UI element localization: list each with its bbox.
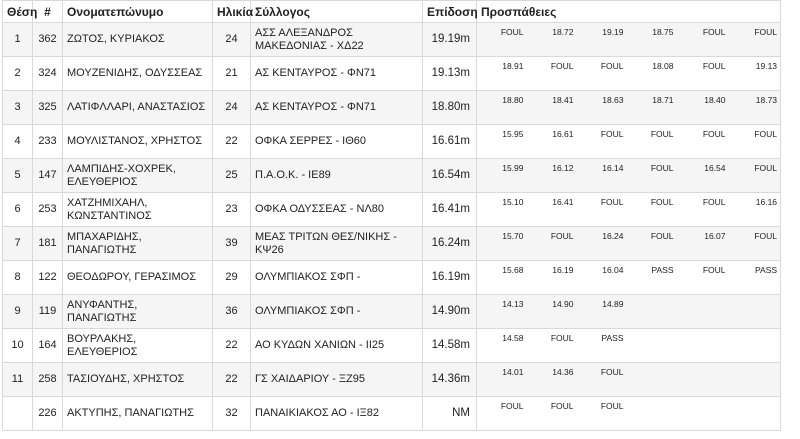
athlete-name-cell: ΛΑΜΠΙΔΗΣ-ΧΟΧΡΕΚ, ΕΛΕΥΘΕΡΙΟΣ bbox=[63, 159, 213, 193]
athlete-name-cell: ΑΚΤΥΠΗΣ, ΠΑΝΑΓΙΩΤΗΣ bbox=[63, 397, 213, 431]
athlete-name-cell: ΜΟΥΖΕΝΙΔΗΣ, ΟΔΥΣΣΕΑΣ bbox=[63, 57, 213, 91]
position-cell: 2 bbox=[3, 57, 33, 91]
club-cell: ΓΣ ΧΑΙΔΑΡΙΟΥ - ΞΖ95 bbox=[251, 363, 423, 397]
attempt-cell: FOUL bbox=[527, 57, 577, 91]
attempt-cell: 18.75 bbox=[627, 23, 677, 57]
table-row bbox=[3, 23, 781, 57]
athlete-name-cell: ΛΑΤΙΦΛΛΑΡΙ, ΑΝΑΣΤΑΣΙΟΣ bbox=[63, 91, 213, 125]
attempt-cell: 15.95 bbox=[477, 125, 527, 159]
attempt-cell: 14.89 bbox=[577, 295, 627, 329]
attempt-cell: FOUL bbox=[577, 363, 627, 397]
header-mark[interactable]: Επίδοση bbox=[423, 1, 477, 23]
attempt-cell: 16.12 bbox=[527, 159, 577, 193]
age-cell: 22 bbox=[213, 125, 251, 159]
bib-cell: 122 bbox=[33, 261, 63, 295]
club-cell: ΠΑΝΑΙΚΙΑΚΟΣ ΑΟ - ΙΞ82 bbox=[251, 397, 423, 431]
position-cell: 9 bbox=[3, 295, 33, 329]
mark-cell: 14.58m bbox=[423, 329, 477, 363]
position-cell: 5 bbox=[3, 159, 33, 193]
attempt-cell bbox=[729, 397, 781, 431]
position-cell: 6 bbox=[3, 193, 33, 227]
position-cell: 10 bbox=[3, 329, 33, 363]
attempt-cell bbox=[627, 295, 677, 329]
age-cell: 24 bbox=[213, 91, 251, 125]
bib-cell: 226 bbox=[33, 397, 63, 431]
attempt-cell: FOUL bbox=[577, 57, 627, 91]
attempt-cell: FOUL bbox=[577, 397, 627, 431]
attempt-cell: FOUL bbox=[729, 125, 781, 159]
attempt-cell: 18.41 bbox=[527, 91, 577, 125]
attempt-cell: 18.80 bbox=[477, 91, 527, 125]
club-cell: ΑΣ ΚΕΝΤΑΥΡΟΣ - ΦΝ71 bbox=[251, 57, 423, 91]
athlete-name-cell: ΒΟΥΡΛΑΚΗΣ, ΕΛΕΥΘΕΡΙΟΣ bbox=[63, 329, 213, 363]
mark-cell: 16.41m bbox=[423, 193, 477, 227]
club-cell: Π.Α.Ο.Κ. - ΙΕ89 bbox=[251, 159, 423, 193]
attempt-cell: FOUL bbox=[677, 57, 729, 91]
club-cell: ΟΦΚΑ ΟΔΥΣΣΕΑΣ - ΝΛ80 bbox=[251, 193, 423, 227]
mark-cell: 16.54m bbox=[423, 159, 477, 193]
bib-cell: 258 bbox=[33, 363, 63, 397]
club-cell: ΑΟ ΚΥΔΩΝ ΧΑΝΙΩΝ - ΙΙ25 bbox=[251, 329, 423, 363]
attempt-cell: FOUL bbox=[677, 23, 729, 57]
attempt-cell bbox=[729, 363, 781, 397]
attempt-cell bbox=[627, 329, 677, 363]
attempt-cell: FOUL bbox=[527, 227, 577, 261]
mark-cell: 14.90m bbox=[423, 295, 477, 329]
athlete-name-cell: ΧΑΤΖΗΜΙΧΑΗΛ, ΚΩΝΣΤΑΝΤΙΝΟΣ bbox=[63, 193, 213, 227]
attempt-cell: 18.71 bbox=[627, 91, 677, 125]
attempt-cell: FOUL bbox=[477, 23, 527, 57]
position-cell: 7 bbox=[3, 227, 33, 261]
table-row bbox=[3, 227, 781, 261]
age-cell: 21 bbox=[213, 57, 251, 91]
bib-cell: 164 bbox=[33, 329, 63, 363]
age-cell: 24 bbox=[213, 23, 251, 57]
attempt-cell: FOUL bbox=[627, 193, 677, 227]
club-cell: ΑΣ ΚΕΝΤΑΥΡΟΣ - ΦΝ71 bbox=[251, 91, 423, 125]
age-cell: 32 bbox=[213, 397, 251, 431]
attempt-cell: 16.19 bbox=[527, 261, 577, 295]
attempt-cell bbox=[729, 295, 781, 329]
attempt-cell: 18.91 bbox=[477, 57, 527, 91]
mark-cell: 19.13m bbox=[423, 57, 477, 91]
attempt-cell: 16.24 bbox=[577, 227, 627, 261]
table-row bbox=[3, 295, 781, 329]
attempt-cell: FOUL bbox=[577, 193, 627, 227]
attempt-cell: 14.58 bbox=[477, 329, 527, 363]
attempt-cell: 15.68 bbox=[477, 261, 527, 295]
attempt-cell: 14.01 bbox=[477, 363, 527, 397]
header-position[interactable]: Θέση bbox=[3, 1, 33, 23]
attempt-cell: FOUL bbox=[677, 261, 729, 295]
position-cell: 3 bbox=[3, 91, 33, 125]
bib-cell: 324 bbox=[33, 57, 63, 91]
attempt-cell: FOUL bbox=[527, 329, 577, 363]
club-cell: ΟΦΚΑ ΣΕΡΡΕΣ - ΙΘ60 bbox=[251, 125, 423, 159]
age-cell: 36 bbox=[213, 295, 251, 329]
position-cell: 11 bbox=[3, 363, 33, 397]
table-row bbox=[3, 397, 781, 431]
attempt-cell: FOUL bbox=[677, 125, 729, 159]
attempt-cell: 15.10 bbox=[477, 193, 527, 227]
mark-cell: 16.24m bbox=[423, 227, 477, 261]
table-row bbox=[3, 193, 781, 227]
attempt-cell: PASS bbox=[577, 329, 627, 363]
table-row bbox=[3, 329, 781, 363]
attempt-cell: 16.54 bbox=[677, 159, 729, 193]
header-row bbox=[3, 1, 781, 23]
bib-cell: 253 bbox=[33, 193, 63, 227]
attempt-cell: 16.07 bbox=[677, 227, 729, 261]
table-row bbox=[3, 363, 781, 397]
mark-cell: 14.36m bbox=[423, 363, 477, 397]
mark-cell: 16.61m bbox=[423, 125, 477, 159]
bib-cell: 325 bbox=[33, 91, 63, 125]
table-row bbox=[3, 91, 781, 125]
attempt-cell: 15.99 bbox=[477, 159, 527, 193]
header-club[interactable]: Σύλλογος bbox=[251, 1, 423, 23]
mark-cell: NM bbox=[423, 397, 477, 431]
attempt-cell bbox=[677, 295, 729, 329]
age-cell: 23 bbox=[213, 193, 251, 227]
bib-cell: 147 bbox=[33, 159, 63, 193]
attempt-cell: 16.41 bbox=[527, 193, 577, 227]
header-age[interactable]: Ηλικία bbox=[213, 1, 251, 23]
mark-cell: 16.19m bbox=[423, 261, 477, 295]
attempt-cell: FOUL bbox=[729, 159, 781, 193]
position-cell: 1 bbox=[3, 23, 33, 57]
attempt-cell: 14.90 bbox=[527, 295, 577, 329]
header-name[interactable]: Ονοματεπώνυμο bbox=[63, 1, 213, 23]
table-row bbox=[3, 159, 781, 193]
header-attempts: Προσπάθειες bbox=[477, 1, 781, 23]
athlete-name-cell: ΜΠΑΧΑΡΙΔΗΣ, ΠΑΝΑΓΙΩΤΗΣ bbox=[63, 227, 213, 261]
attempt-cell: FOUL bbox=[729, 227, 781, 261]
age-cell: 25 bbox=[213, 159, 251, 193]
bib-cell: 362 bbox=[33, 23, 63, 57]
attempt-cell bbox=[677, 329, 729, 363]
attempt-cell bbox=[627, 397, 677, 431]
attempt-cell: FOUL bbox=[627, 159, 677, 193]
attempt-cell: 16.04 bbox=[577, 261, 627, 295]
club-cell: ΟΛΥΜΠΙΑΚΟΣ ΣΦΠ - bbox=[251, 261, 423, 295]
age-cell: 39 bbox=[213, 227, 251, 261]
attempt-cell: 15.70 bbox=[477, 227, 527, 261]
table-row bbox=[3, 261, 781, 295]
attempt-cell: 18.40 bbox=[677, 91, 729, 125]
attempt-cell: 14.13 bbox=[477, 295, 527, 329]
athlete-name-cell: ΤΑΣΙΟΥΔΗΣ, ΧΡΗΣΤΟΣ bbox=[63, 363, 213, 397]
age-cell: 22 bbox=[213, 363, 251, 397]
mark-cell: 19.19m bbox=[423, 23, 477, 57]
position-cell: 4 bbox=[3, 125, 33, 159]
attempt-cell: 16.61 bbox=[527, 125, 577, 159]
attempt-cell: FOUL bbox=[527, 397, 577, 431]
attempt-cell: 16.14 bbox=[577, 159, 627, 193]
club-cell: ΑΣΣ ΑΛΕΞΑΝΔΡΟΣ ΜΑΚΕΔΟΝΙΑΣ - ΧΔ22 bbox=[251, 23, 423, 57]
age-cell: 22 bbox=[213, 329, 251, 363]
table-row bbox=[3, 125, 781, 159]
attempt-cell: 14.36 bbox=[527, 363, 577, 397]
position-cell bbox=[3, 397, 33, 431]
attempt-cell: 18.72 bbox=[527, 23, 577, 57]
attempt-cell bbox=[627, 363, 677, 397]
attempt-cell: PASS bbox=[627, 261, 677, 295]
athlete-name-cell: ΜΟΥΛΙΣΤΑΝΟΣ, ΧΡΗΣΤΟΣ bbox=[63, 125, 213, 159]
attempt-cell: 18.73 bbox=[729, 91, 781, 125]
attempt-cell: FOUL bbox=[477, 397, 527, 431]
attempt-cell bbox=[677, 363, 729, 397]
athlete-name-cell: ΑΝΥΦΑΝΤΗΣ, ΠΑΝΑΓΙΩΤΗΣ bbox=[63, 295, 213, 329]
bib-cell: 181 bbox=[33, 227, 63, 261]
header-bib[interactable]: # bbox=[33, 1, 63, 23]
club-cell: ΜΕΑΣ ΤΡΙΤΩΝ ΘΕΣ/ΝΙΚΗΣ - ΚΨ26 bbox=[251, 227, 423, 261]
club-cell: ΟΛΥΜΠΙΑΚΟΣ ΣΦΠ - bbox=[251, 295, 423, 329]
attempt-cell: 16.16 bbox=[729, 193, 781, 227]
mark-cell: 18.80m bbox=[423, 91, 477, 125]
attempt-cell bbox=[729, 329, 781, 363]
results-table bbox=[2, 0, 781, 431]
attempt-cell: FOUL bbox=[627, 125, 677, 159]
attempt-cell: 18.63 bbox=[577, 91, 627, 125]
attempt-cell: PASS bbox=[729, 261, 781, 295]
attempt-cell: 18.08 bbox=[627, 57, 677, 91]
attempt-cell: FOUL bbox=[729, 23, 781, 57]
bib-cell: 233 bbox=[33, 125, 63, 159]
attempt-cell: FOUL bbox=[627, 227, 677, 261]
attempt-cell bbox=[677, 397, 729, 431]
athlete-name-cell: ΘΕΟΔΩΡΟΥ, ΓΕΡΑΣΙΜΟΣ bbox=[63, 261, 213, 295]
attempt-cell: 19.13 bbox=[729, 57, 781, 91]
age-cell: 29 bbox=[213, 261, 251, 295]
position-cell: 8 bbox=[3, 261, 33, 295]
bib-cell: 119 bbox=[33, 295, 63, 329]
attempt-cell: 19.19 bbox=[577, 23, 627, 57]
table-row bbox=[3, 57, 781, 91]
athlete-name-cell: ΖΩΤΟΣ, ΚΥΡΙΑΚΟΣ bbox=[63, 23, 213, 57]
attempt-cell: FOUL bbox=[677, 193, 729, 227]
attempt-cell: FOUL bbox=[577, 125, 627, 159]
